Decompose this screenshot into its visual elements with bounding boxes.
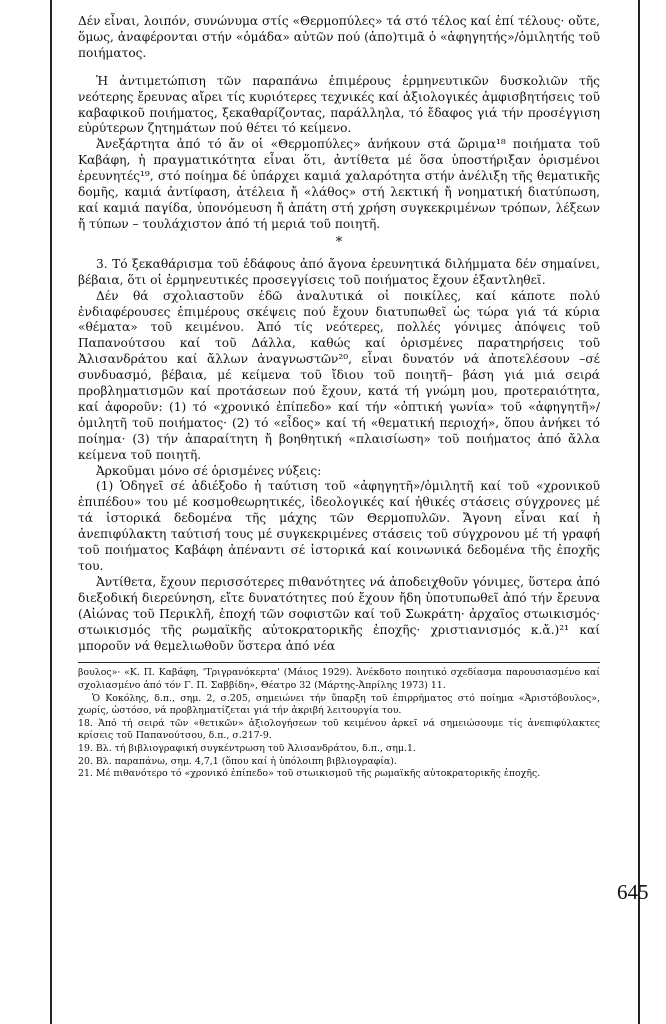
paragraph-gap <box>78 62 600 74</box>
paragraph-3: Ἀνεξάρτητα ἀπό τό ἄν οἱ «Θερμοπύλες» ἀνήκουν στά ὥριμα¹⁸ ποιήματα τοῦ Καβάφη, ἡ πραγματικότητα εἶναι ὅτι, ἀντίθετα μέ ὅσα ὑποστήριξαν ὁρισμένοι ἐρευνητές¹⁹, στό ποίημα δέ ὑπάρχει καμιά χαλαρότητα στήν ἀνέλιξη τῆς θεματικῆς δομῆς, καμιά ἀντίφαση, ἀτέλεια ἤ «λάθος» στή λεκτική ἤ νοηματική διατύπωση, καί καμιά παγίδα, ὑπονόμευση ἤ ἀπάτη στή χρήση συγκεκριμένων τρόπων, λέξεων ἤ τύπων – τουλάχιστον ἀπό τή μεριά τοῦ ποιητῆ. <box>78 137 600 231</box>
paragraph-7: (1) Ὁδηγεῖ σέ ἀδιέξοδο ἡ ταύτιση τοῦ «ἀφηγητῆ»/ὁμιλητῆ καί τοῦ «χρονικοῦ ἐπιπέδου» του μέ κοσμοθεωρητικές, ἰδεολογικές καί ἠθικές στάσεις σύγχρονες μέ τά ἱστορικά δεδομένα τῆς μάχης τῶν Θερμοπυλῶν. Ἄγονη εἶναι καί ἡ ἀνεπιφύλακτη ταύτισή τους μέ συγκεκριμένες στάσεις τοῦ σύγχρονου μέ τή γραφή τοῦ ποιήματος Καβάφη ἀπέναντι σέ ἱστορικά καί κοινωνικά δεδομένα τῆς ἐποχῆς του. <box>78 479 600 573</box>
paragraph-2: Ἡ ἀντιμετώπιση τῶν παραπάνω ἐπιμέρους ἑρμηνευτικῶν δυσκολιῶν τῆς νεότερης ἔρευνας αἴρει τίς κυριότερες τεχνικές καί ἀξιολογικές ἀμφισβητήσεις τοῦ καβαφικοῦ ποιήματος, ξεκαθαρίζοντας, παράλληλα, τό ἔδαφος γιά τήν προσέγγιση εὐρύτερων ζητημάτων πού θέτει τό κείμενο. <box>78 73 600 136</box>
footnote-17: Ὁ Κοκόλης, δ.π., σημ. 2, σ.205, σημειώνει τήν ὕπαρξη τοῦ ἐπιρρήματος στό ποίημα «Ἀριστόβουλος», χωρίς, ὡστόσο, νά προβληματίζεται γιά τήν ἀκριβή λειτουργία του. <box>78 692 600 717</box>
paragraph-8: Ἀντίθετα, ἔχουν περισσότερες πιθανότητες νά ἀποδειχθοῦν γόνιμες, ὕστερα ἀπό διεξοδική διερεύνηση, εἴτε δυνατότητες πού ἔχουν ἤδη ὑποτυπωθεῖ ἀπό τήν ἔρευνα (Αἰώνας τοῦ Περικλῆ, ἐποχή τῶν σοφιστῶν καί τοῦ Σωκράτη· ἀρχαῖος στωικισμός· στωικισμός τῆς ρωμαϊκῆς αὐτοκρατορικῆς ἐποχῆς· χριστιανισμός κ.ἄ.)²¹ καί μποροῦν νά θεμελιωθοῦν ὕστερα ἀπό νέα <box>78 574 600 653</box>
section-separator-star: * <box>335 234 343 250</box>
footnote-rule <box>78 662 600 663</box>
paragraph-6: Ἀρκοῦμαι μόνο σέ ὁρισμένες νύξεις: <box>96 463 322 478</box>
paragraph-4: 3. Τό ξεκαθάρισμα τοῦ ἐδάφους ἀπό ἄγονα ἐρευνητικά διλήμματα δέν σημαίνει, βέβαια, ὅτι οἱ ἑρμηνευτικές προσεγγίσεις τοῦ ποιήματος ἔχουν ἐξαντληθεῖ. <box>78 256 600 287</box>
footnote-19: 19. Βλ. τή βιβλιογραφική συγκέντρωση τοῦ Ἀλισανδράτου, δ.π., σημ.1. <box>78 743 416 754</box>
footnote-18: 18. Ἀπό τή σειρά τῶν «θετικῶν» ἀξιολογήσεων τοῦ κειμένου ἀρκεῖ νά σημειώσουμε τίς ἀνεπιφύλακτες κρίσεις τοῦ Παπανούτσου, δ.π., σ.217-9. <box>78 717 600 742</box>
paragraph-5: Δέν θά σχολιαστοῦν ἐδῶ ἀναλυτικά οἱ ποικίλες, καί κάποτε πολύ ἐνδιαφέρουσες ἐπιμέρους σκέψεις πού ἔχουν διατυπωθεῖ ὡς τώρα γιά τά κύρια «θέματα» τοῦ κειμένου. Ἀπό τίς νεότερες, πολλές γόνιμες ἀπόψεις τοῦ Παπανούτσου καί τοῦ Δάλλα, καθώς καί ὁρισμένες παρατηρήσεις τοῦ Ἀλισανδράτου καί ἄλλων ἀναγνωστῶν²⁰, εἶναι δυνατόν νά ἀποτελέσουν –σέ συνδυασμό, βέβαια, μέ κείμενα τοῦ ἴδιου τοῦ ποιητῆ– βάση γιά μιά σειρά προβληματισμῶν καί προτάσεων πού ἔχουν, κατά τή γνώμη μου, προτεραιότητα, καί ἀφοροῦν: (1) τό «χρονικό ἐπίπεδο» καί τήν «ὀπτική γωνία» τοῦ «ἀφηγητῆ»/ὁμιλητῆ τοῦ ποιήματος· (2) τό «εἶδος» καί τή «θεματική περιοχή», ὅπου ἀνήκει τό ποίημα· (3) τήν ἀπαραίτητη ἤ βοηθητική «πλαισίωση» τοῦ ποιήματος ἀπό ἄλλα κείμενα τοῦ ποιητῆ. <box>78 288 600 462</box>
left-margin-rule <box>50 0 52 1024</box>
page-number: 645 <box>617 880 649 904</box>
footnote-20: 20. Βλ. παραπάνω, σημ. 4,7,1 (ὅπου καί ἡ ὑπόλοιπη βιβλιογραφία). <box>78 755 397 767</box>
paragraph-1: Δέν εἶναι, λοιπόν, συνώνυμα στίς «Θερμοπύλες» τά στό τέλος καί ἐπί τέλους· οὔτε, ὅμως, ἀναφέρονται στήν «ὁμάδα» αὐτῶν πού (ἀπο)τιμᾶ ὁ «ἀφηγητής»/ὁμιλητής τοῦ ποιήματος. <box>78 14 600 60</box>
page-content <box>78 14 600 781</box>
footnote-continued: βουλος»· «Κ. Π. Καβάφη, 'Τριγρανόκερτα' (Μάιος 1929). Ἀνέκδοτο ποιητικό σχεδίασμα παρουσιασμένο καί σχολιασμένο ἀπό τόν Γ. Π. Σαββίδη», Θέατρο 32 (Μάρτης-Ἀπρίλης 1973) 11. <box>78 667 600 692</box>
footnote-21: 21. Μέ πιθανότερο τό «χρονικό ἐπίπεδο» τοῦ στωικισμοῦ τῆς ρωμαϊκῆς αὐτοκρατορικῆς ἐποχῆς. <box>78 768 541 780</box>
right-margin-rule <box>638 0 640 1024</box>
